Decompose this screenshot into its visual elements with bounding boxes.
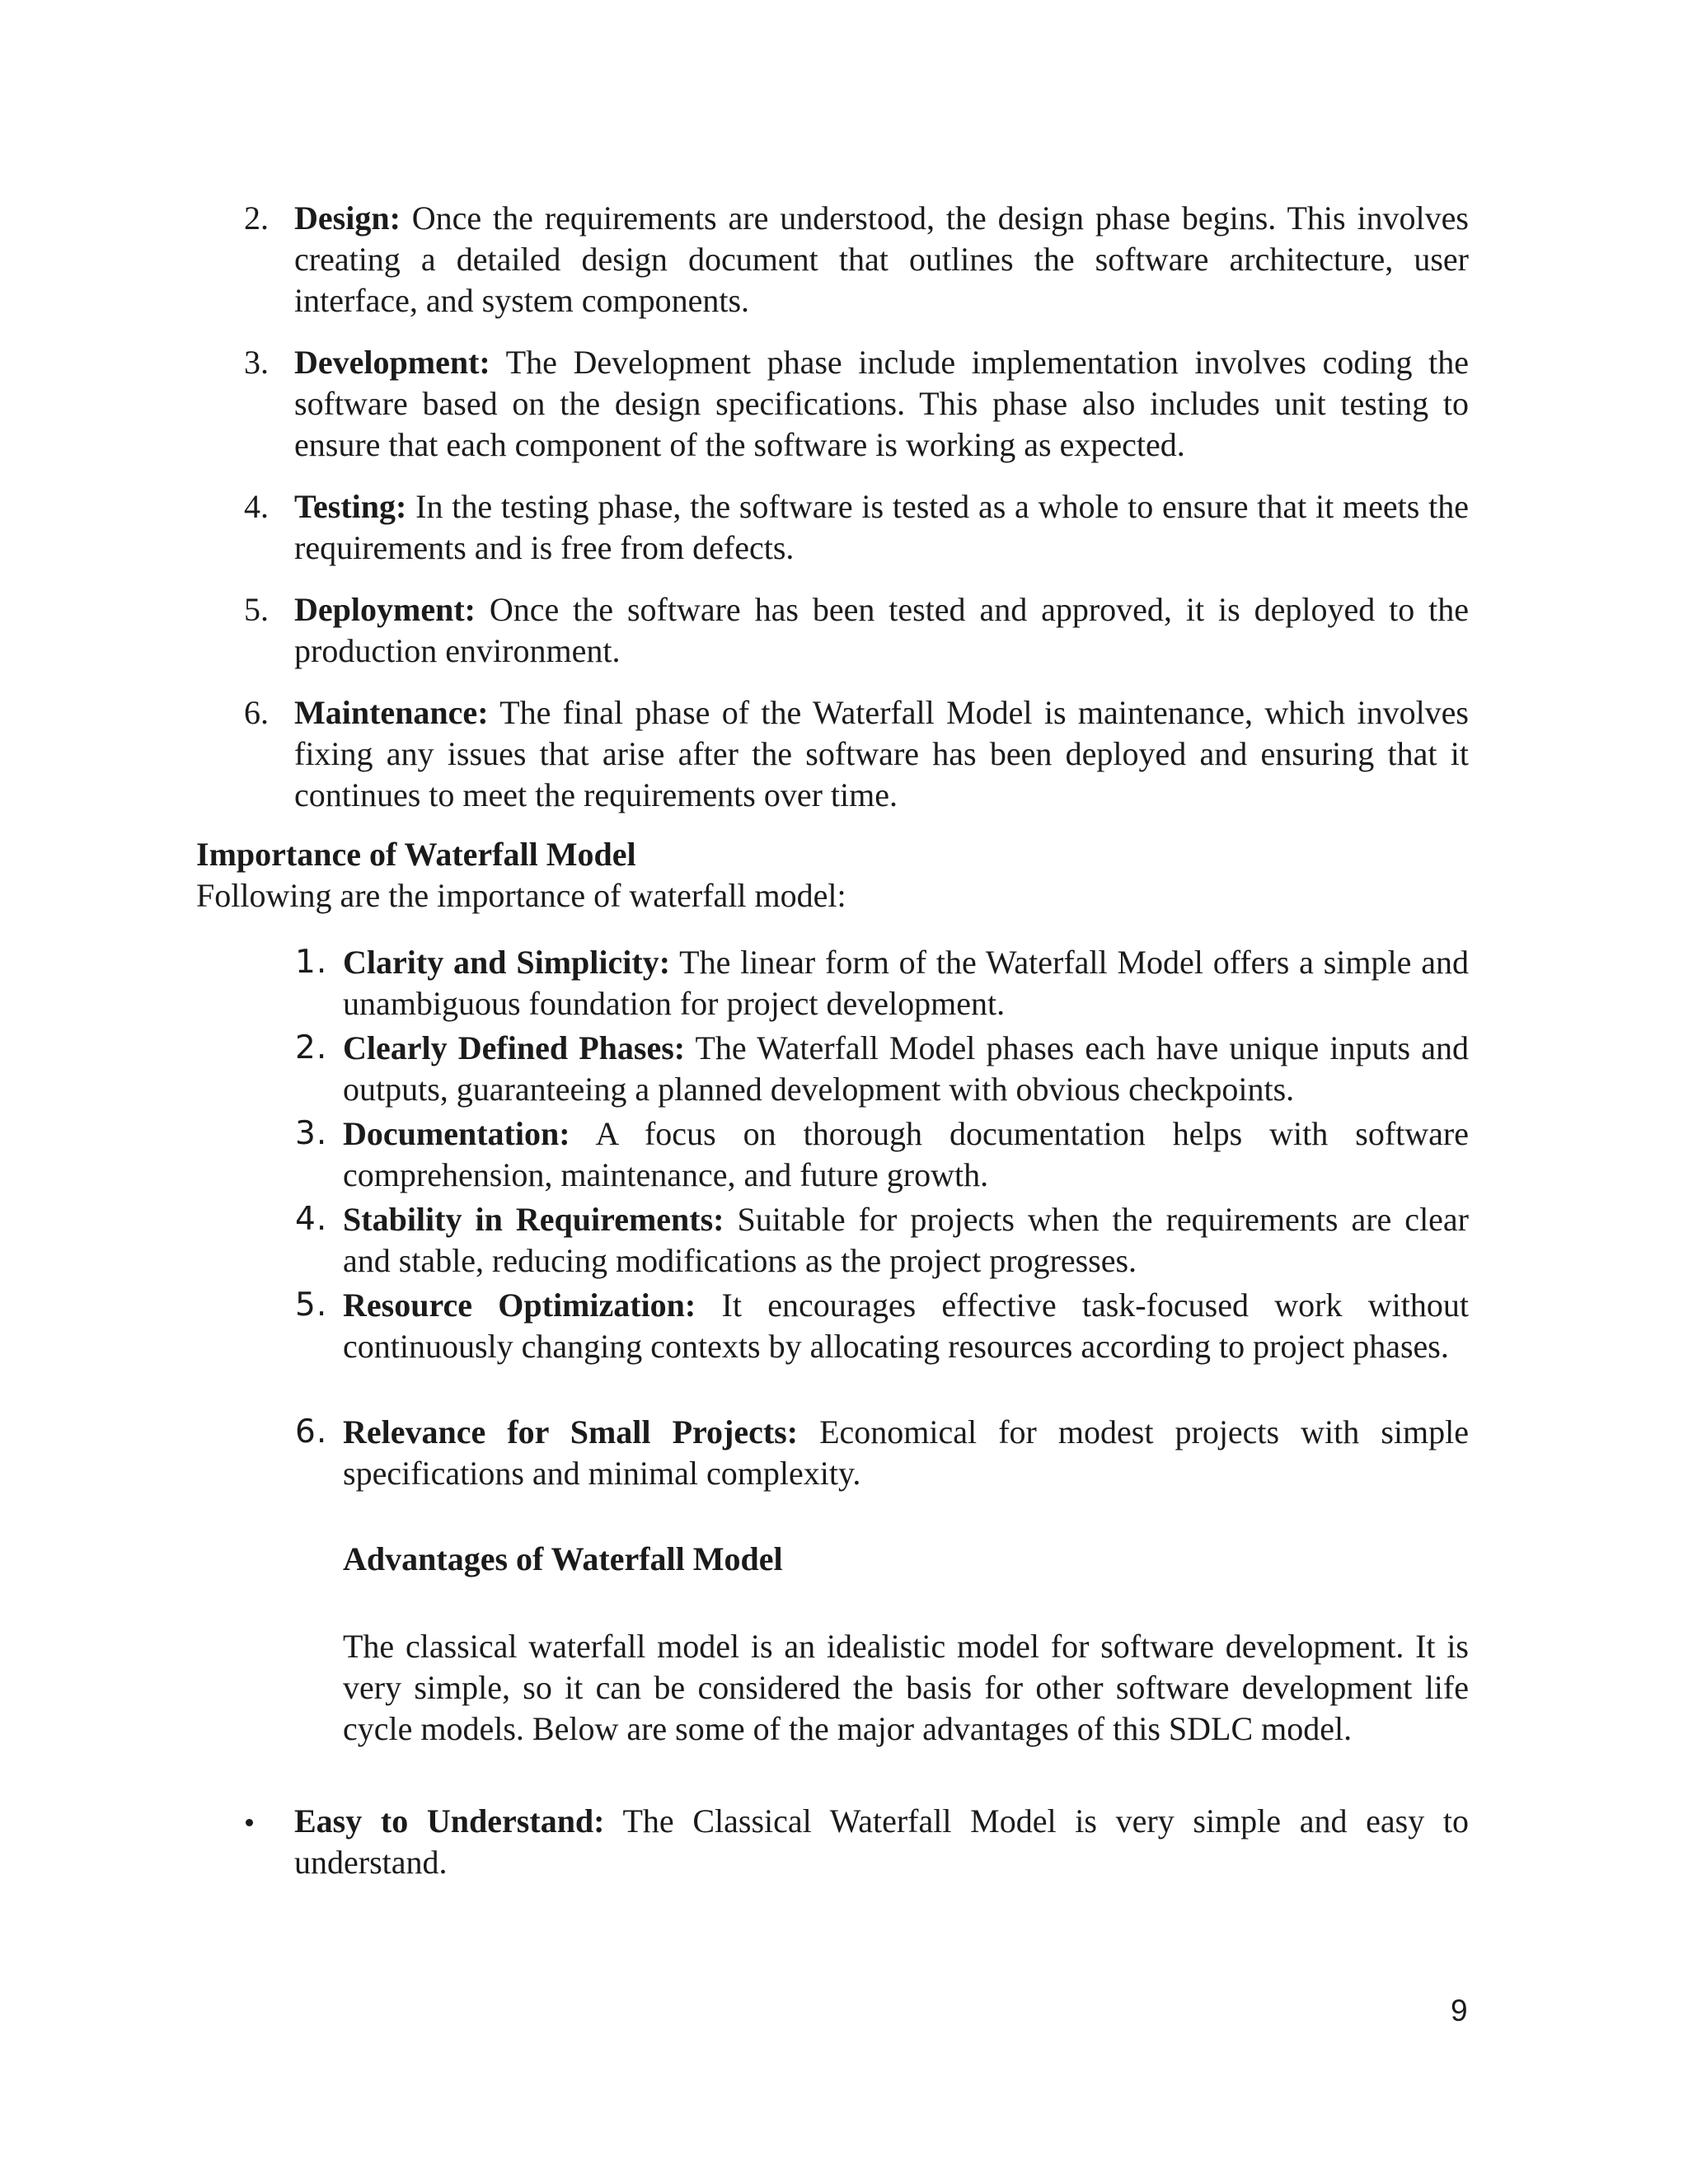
item-text: The final phase of the Waterfall Model is maintenance, which involves fixing any issues that arise after the software has been deployed and ensuring that it continues to meet the requirements over time. — [294, 694, 1469, 813]
item-number: 6. — [244, 694, 269, 731]
item-number: 5. — [295, 1286, 328, 1324]
item-label: Maintenance: — [294, 694, 489, 731]
section-heading: Advantages of Waterfall Model — [343, 1540, 783, 1577]
section-intro: Following are the importance of waterfall model: — [196, 877, 846, 914]
item-body — [343, 1113, 1469, 1196]
item-label: Design: — [294, 199, 401, 237]
item-text: The Development phase include implementation involves coding the software based on the design specifications. This phase also includes unit testing to ensure that each component of the software is working as expected. — [294, 344, 1469, 463]
item-text: Once the requirements are understood, the design phase begins. This involves creating a detailed design document that outlines the software architecture, user interface, and system components. — [294, 199, 1469, 319]
item-number: 3. — [295, 1115, 328, 1152]
item-number: 5. — [244, 591, 269, 628]
item-label: Easy to Understand: — [294, 1802, 605, 1840]
item-text: The linear form of the Waterfall Model offers a simple and unambiguous foundation for project development. — [343, 944, 1469, 1022]
item-label: Relevance for Small Projects: — [343, 1413, 799, 1451]
item-label: Testing: — [294, 488, 407, 525]
item-label: Documentation: — [343, 1115, 570, 1152]
item-text: Suitable for projects when the requirements are clear and stable, reducing modifications as the project progresses. — [343, 1201, 1470, 1279]
item-text: The Waterfall Model phases each have unique inputs and outputs, guaranteeing a planned development with obvious checkpoints. — [343, 1029, 1469, 1108]
item-number: 4. — [295, 1201, 328, 1238]
item-text: The Classical Waterfall Model is very simple and easy to understand. — [294, 1802, 1469, 1881]
item-label: Deployment: — [294, 591, 476, 628]
item-body — [294, 589, 1469, 672]
item-number: 1. — [295, 944, 328, 981]
item-body — [294, 198, 1469, 321]
item-text: In the testing phase, the software is tested as a whole to ensure that it meets the requirements and is free from defects. — [294, 488, 1469, 566]
item-body — [343, 1412, 1469, 1494]
item-body — [294, 692, 1469, 816]
item-label: Stability in Requirements: — [343, 1201, 724, 1238]
item-number: 6. — [295, 1413, 328, 1451]
bullet-icon — [246, 1819, 253, 1826]
section-heading: Importance of Waterfall Model — [196, 836, 636, 873]
item-body — [343, 1028, 1469, 1110]
item-label: Clearly Defined Phases: — [343, 1029, 686, 1066]
item-number: 2. — [295, 1029, 328, 1066]
item-number: 3. — [244, 344, 269, 381]
item-text: Economical for modest projects with simple specifications and minimal complexity. — [343, 1413, 1469, 1492]
item-label: Clarity and Simplicity: — [343, 944, 671, 981]
item-body — [294, 486, 1469, 569]
section-intro: The classical waterfall model is an idealistic model for software development. It is very simple, so it can be considered the basis for other software development life cycle models. Below are some of the major advantages of this SDLC model. — [343, 1628, 1469, 1747]
item-label: Development: — [294, 344, 490, 381]
item-number: 4. — [244, 488, 269, 525]
item-label: Resource Optimization: — [343, 1286, 696, 1324]
item-body — [343, 1199, 1469, 1282]
item-text: Once the software has been tested and approved, it is deployed to the production environment. — [294, 591, 1469, 669]
page-number: 9 — [1451, 1994, 1468, 2027]
item-text: A focus on thorough documentation helps with software comprehension, maintenance, and future growth. — [343, 1115, 1469, 1193]
item-text: It encourages effective task-focused work without continuously changing contexts by allocating resources according to project phases. — [343, 1286, 1469, 1365]
item-number: 2. — [244, 199, 269, 237]
item-body — [343, 942, 1469, 1024]
item-body — [294, 1801, 1469, 1883]
item-body — [343, 1285, 1469, 1367]
item-body — [294, 342, 1469, 466]
